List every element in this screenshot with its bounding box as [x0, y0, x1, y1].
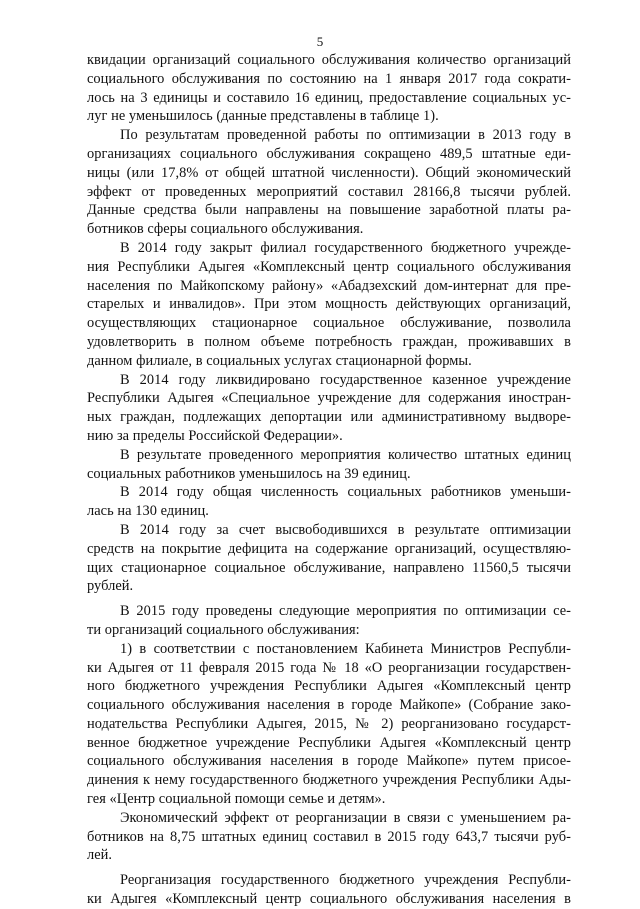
- text-line: щих стационарное социальное обслуживание, направлено 11560,5 тысячи: [87, 559, 571, 576]
- text-line: удовлетворить в полном объеме потребность граждан, проживавших в: [87, 333, 571, 350]
- text-line: нодательства Республики Адыгея, 2015, № 2) реорганизовано государст-: [87, 715, 571, 732]
- paragraph: [87, 602, 571, 640]
- text-line: ных граждан, подлежащих депортации или административному выдворе-: [87, 409, 571, 426]
- text-line: эффект от проведенных мероприятий составил 28166,8 тысячи рублей.: [87, 183, 571, 200]
- text-line: Экономический эффект от реорганизации в связи с уменьшением ра-: [120, 809, 571, 826]
- paragraph: [87, 446, 571, 484]
- text-line: ного бюджетного учреждения Республики Адыгея «Комплексный центр: [87, 678, 571, 695]
- text-line: Реорганизация государственного бюджетного учреждения Республи-: [120, 872, 571, 889]
- text-line: В 2014 году общая численность социальных работников уменьши-: [120, 484, 571, 501]
- text-line: старелых и инвалидов». При этом мощность действующих организаций,: [87, 296, 571, 313]
- text-line: В 2014 году закрыт филиал государственного бюджетного учрежде-: [120, 239, 571, 256]
- text-line: квидации организаций социального обслуживания количество организаций: [87, 52, 571, 68]
- text-line: осуществляющих стационарное социальное обслуживание, позволила: [87, 315, 571, 332]
- text-line: социального обслуживания по состоянию на 1 января 2017 года сократи-: [87, 70, 571, 87]
- text-line: нию за пределы Российской Федерации».: [87, 427, 343, 444]
- text-line: В 2014 году ликвидировано государственное казенное учреждение: [120, 371, 571, 388]
- text-line: лась на 130 единиц.: [87, 503, 209, 520]
- text-line: ки Адыгея от 11 февраля 2015 года № 18 «О реорганизации государствен-: [87, 659, 571, 676]
- text-line: динения к нему государственного бюджетного учреждения Республики Ады-: [87, 772, 571, 789]
- text-line: лей.: [87, 847, 113, 864]
- paragraph: [87, 126, 571, 239]
- paragraph: [87, 483, 571, 521]
- text-line: ти организаций социального обслуживания:: [87, 621, 360, 638]
- text-line: луг не уменьшилось (данные представлены в таблице 1).: [87, 108, 439, 125]
- text-line: организациях социального обслуживания сокращено 489,5 штатные еди-: [87, 145, 571, 162]
- text-line: ботников сферы социального обслуживания.: [87, 221, 364, 238]
- text-line: рублей.: [87, 578, 134, 595]
- document-body: [87, 51, 571, 909]
- paragraph: [87, 239, 571, 371]
- text-line: Республики Адыгея «Специальное учреждение для содержания иностран-: [87, 390, 571, 407]
- paragraph: [87, 640, 571, 809]
- text-line: ботников на 8,75 штатных единиц составил в 2015 году 643,7 тысячи руб-: [87, 828, 571, 845]
- text-line: 1) в соответствии с постановлением Кабинета Министров Республи-: [120, 640, 571, 657]
- text-line: ки Адыгея «Комплексный центр социального обслуживания населения в: [87, 891, 571, 908]
- text-line: населения по Майкопскому району» «Абадзехский дом-интернат для пре-: [87, 277, 571, 294]
- paragraph: [87, 51, 571, 126]
- text-line: средств на покрытие дефицита на содержание организаций, осуществляю-: [87, 540, 571, 557]
- text-line: Данные средства были направлены на повышение заработной платы ра-: [87, 202, 571, 219]
- text-line: В результате проведенного мероприятия количество штатных единиц: [120, 446, 571, 463]
- paragraph: [87, 371, 571, 446]
- text-line: В 2014 году за счет высвободившихся в результате оптимизации: [120, 521, 571, 538]
- text-line: ницы (или 17,8% от общей штатной численности). Общий экономический: [87, 164, 571, 181]
- paragraph: [87, 871, 571, 909]
- text-line: социального обслуживания населения в городе Майкопе» (Собрание зако-: [87, 697, 571, 714]
- text-line: социального обслуживания населения в городе Майкопе» путем присое-: [87, 753, 571, 770]
- text-line: социальных работников уменьшилось на 39 единиц.: [87, 465, 411, 482]
- text-line: венное бюджетное учреждение Республики Адыгея «Комплексный центр: [87, 734, 571, 751]
- text-line: ния Республики Адыгея «Комплексный центр социального обслуживания: [87, 258, 571, 275]
- text-line: По результатам проведенной работы по оптимизации в 2013 году в: [120, 127, 571, 144]
- text-line: лось на 3 единицы и составило 16 единиц, предоставление социальных ус-: [87, 89, 571, 106]
- text-line: данном филиале, в социальных услугах стационарной формы.: [87, 352, 472, 369]
- text-line: В 2015 году проведены следующие мероприятия по оптимизации се-: [120, 603, 571, 620]
- text-line: гея «Центр социальной помощи семье и детям».: [87, 791, 386, 808]
- page-number: 5: [316, 34, 324, 49]
- paragraph: [87, 809, 571, 865]
- paragraph: [87, 521, 571, 596]
